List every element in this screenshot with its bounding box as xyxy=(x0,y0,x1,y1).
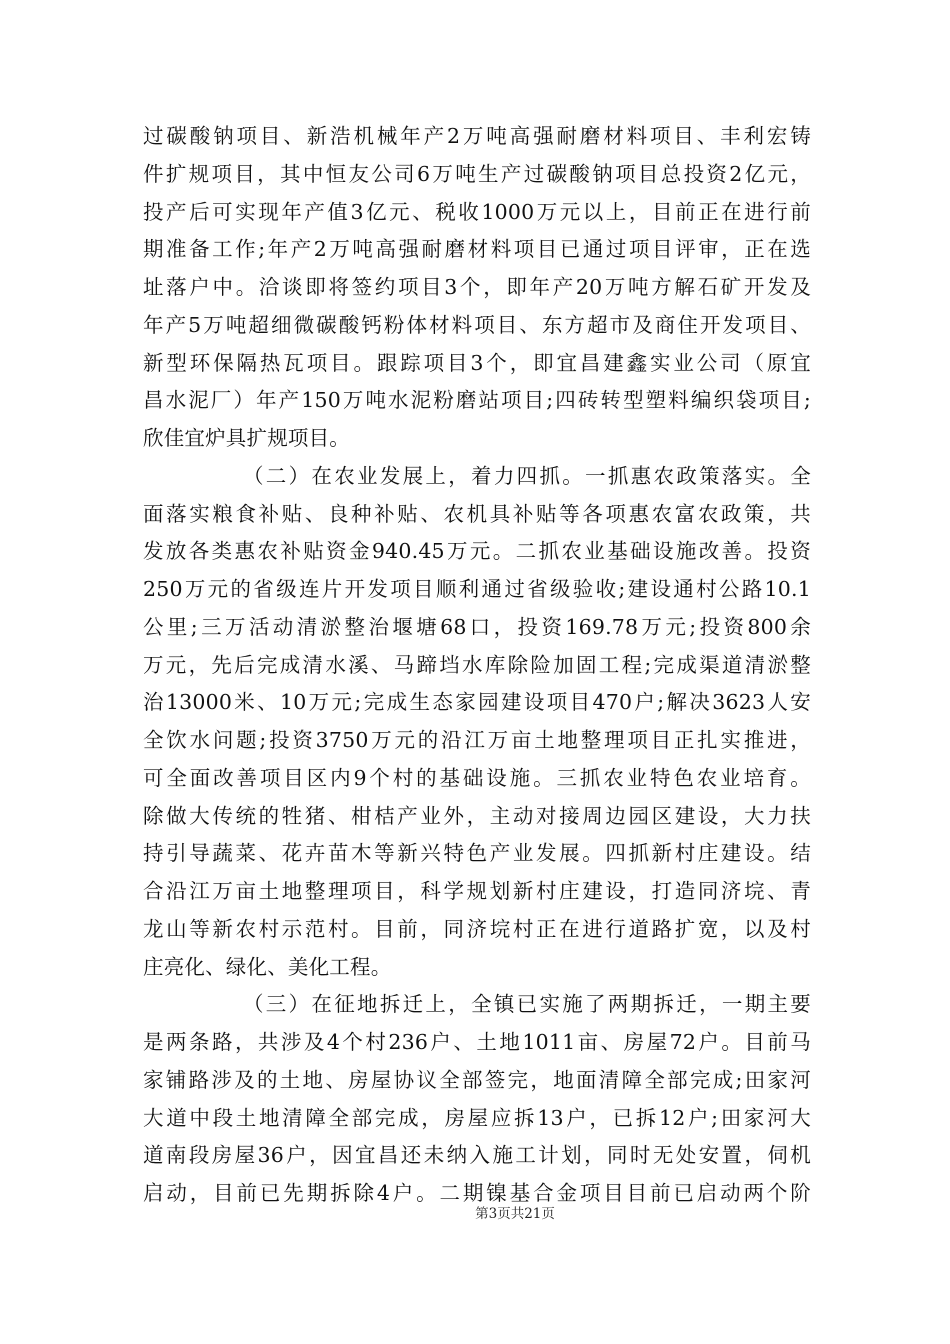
text-line: 欣佳宜炉具扩规项目。 xyxy=(143,426,350,450)
text-line: 发放各类惠农补贴资金940.45万元。二抓农业基础设施改善。投资 xyxy=(143,539,811,564)
text-line: 道南段房屋36户，因宜昌还未纳入施工计划，同时无处安置，伺机 xyxy=(143,1143,811,1168)
text-line: 持引导蔬菜、花卉苗木等新兴特色产业发展。四抓新村庄建设。结 xyxy=(143,841,811,866)
text-line: 投产后可实现年产值3亿元、税收1000万元以上，目前正在进行前 xyxy=(143,199,811,224)
text-line: 件扩规项目，其中恒友公司6万吨生产过碳酸钠项目总投资2亿元， xyxy=(143,161,811,186)
text-line: 面落实粮食补贴、良种补贴、农机具补贴等各项惠农富农政策，共 xyxy=(143,501,811,526)
text-line: 启动，目前已先期拆除4户。二期镍基合金项目目前已启动两个阶 xyxy=(143,1181,811,1205)
body-text xyxy=(143,118,811,1213)
text-line: 年产5万吨超细微碳酸钙粉体材料项目、东方超市及商住开发项目、 xyxy=(143,312,811,337)
text-line: 可全面改善项目区内9个村的基础设施。三抓农业特色农业培育。 xyxy=(143,765,811,790)
text-line: 250万元的省级连片开发项目顺利通过省级验收;建设通村公路10.1 xyxy=(143,577,811,601)
text-line: 全饮水问题;投资3750万元的沿江万亩土地整理项目正扎实推进， xyxy=(143,728,811,752)
text-line: 昌水泥厂）年产150万吨水泥粉磨站项目;四砖转型塑料编织袋项目; xyxy=(143,388,811,413)
text-line: 万元，先后完成清水溪、马蹄垱水库除险加固工程;完成渠道清淤整 xyxy=(143,652,811,677)
text-line: 大道中段土地清障全部完成，房屋应拆13户，已拆12户;田家河大 xyxy=(143,1105,811,1130)
text-line: 家铺路涉及的土地、房屋协议全部签完，地面清障全部完成;田家河 xyxy=(143,1067,811,1092)
section-heading-line: （三）在征地拆迁上，全镇已实施了两期拆迁，一期主要 xyxy=(243,992,811,1017)
text-line: 合沿江万亩土地整理项目，科学规划新村庄建设，打造同济垸、青 xyxy=(143,879,811,903)
text-line: 新型环保隔热瓦项目。跟踪项目3个，即宜昌建鑫实业公司（原宜 xyxy=(143,350,811,375)
text-line: 过碳酸钠项目、新浩机械年产2万吨高强耐磨材料项目、丰利宏铸 xyxy=(143,124,811,148)
text-line: 期准备工作;年产2万吨高强耐磨材料项目已通过项目评审，正在选 xyxy=(143,237,811,262)
text-line: 址落户中。洽谈即将签约项目3个，即年产20万吨方解石矿开发及 xyxy=(143,275,811,299)
text-line: 除做大传统的牲猪、柑桔产业外，主动对接周边园区建设，大力扶 xyxy=(143,803,811,828)
text-line: 是两条路，共涉及4个村236户、土地1011亩、房屋72户。目前马 xyxy=(143,1030,811,1054)
text-line: 公里;三万活动清淤整治堰塘68口，投资169.78万元;投资800余 xyxy=(143,614,811,639)
page-number: 第3页共21页 xyxy=(475,1206,555,1222)
text-line: 龙山等新农村示范村。目前，同济垸村正在进行道路扩宽，以及村 xyxy=(143,916,811,941)
text-line: 治13000米、10万元;完成生态家园建设项目470户;解决3623人安 xyxy=(143,690,811,715)
text-line: 庄亮化、绿化、美化工程。 xyxy=(143,954,392,979)
section-heading-line: （二）在农业发展上，着力四抓。一抓惠农政策落实。全 xyxy=(243,463,811,488)
page-footer xyxy=(0,1205,950,1223)
